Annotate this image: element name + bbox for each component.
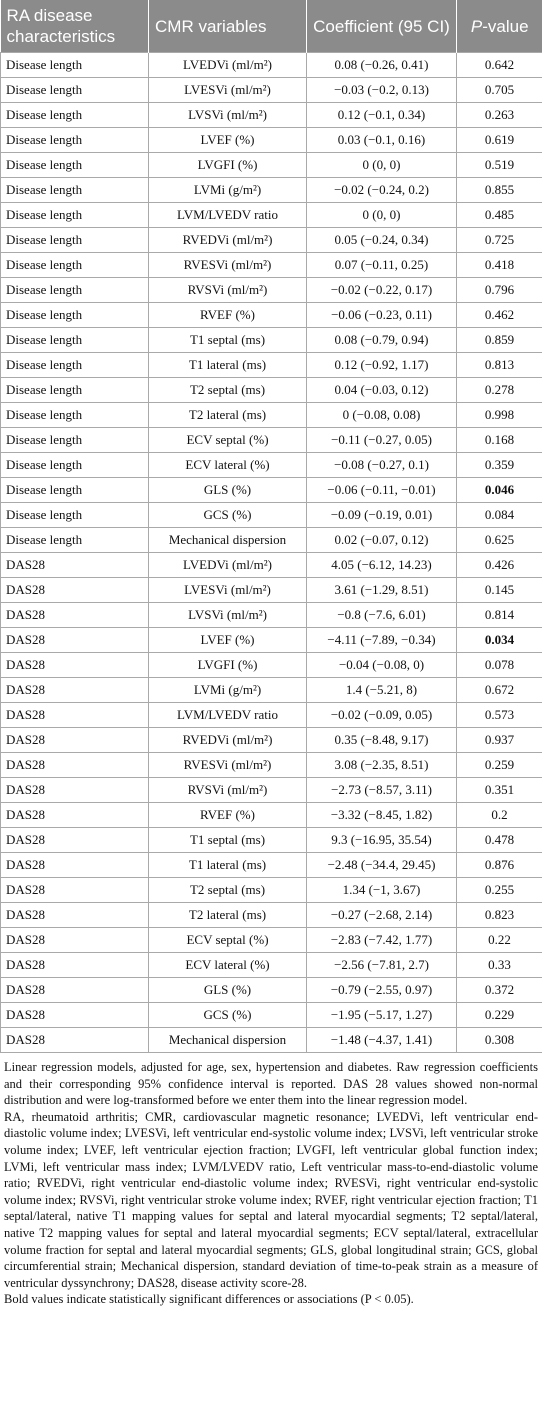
cell-p-value: 0.33 — [457, 953, 542, 978]
cell-cmr-variable: T1 lateral (ms) — [149, 853, 307, 878]
cell-coefficient: −2.56 (−7.81, 2.7) — [307, 953, 457, 978]
cell-coefficient: −0.11 (−0.27, 0.05) — [307, 428, 457, 453]
cell-p-value: 0.672 — [457, 678, 542, 703]
table-row — [1, 628, 542, 653]
cell-p-value: 0.359 — [457, 453, 542, 478]
cell-cmr-variable: LVEDVi (ml/m²) — [149, 553, 307, 578]
cell-characteristic: Disease length — [1, 178, 149, 203]
cell-cmr-variable: LVSVi (ml/m²) — [149, 603, 307, 628]
cell-characteristic: DAS28 — [1, 803, 149, 828]
cell-cmr-variable: LVMi (g/m²) — [149, 178, 307, 203]
cell-coefficient: 1.4 (−5.21, 8) — [307, 678, 457, 703]
cell-cmr-variable: GLS (%) — [149, 978, 307, 1003]
table-row — [1, 453, 542, 478]
table-row — [1, 853, 542, 878]
cell-p-value: 0.642 — [457, 53, 542, 78]
cell-coefficient: −0.08 (−0.27, 0.1) — [307, 453, 457, 478]
cell-p-value: 0.619 — [457, 128, 542, 153]
cell-characteristic: Disease length — [1, 253, 149, 278]
cell-coefficient: −2.48 (−34.4, 29.45) — [307, 853, 457, 878]
cell-coefficient: 0 (0, 0) — [307, 153, 457, 178]
cell-coefficient: 1.34 (−1, 3.67) — [307, 878, 457, 903]
cell-cmr-variable: RVEDVi (ml/m²) — [149, 228, 307, 253]
cell-p-value: 0.485 — [457, 203, 542, 228]
table-body — [1, 53, 542, 1053]
cell-coefficient: −0.09 (−0.19, 0.01) — [307, 503, 457, 528]
cell-p-value: 0.278 — [457, 378, 542, 403]
cell-cmr-variable: T1 lateral (ms) — [149, 353, 307, 378]
cell-characteristic: Disease length — [1, 503, 149, 528]
cell-p-value: 0.034 — [457, 628, 542, 653]
cell-coefficient: −2.83 (−7.42, 1.77) — [307, 928, 457, 953]
header-cmr-variables: CMR variables — [149, 0, 307, 53]
table-row — [1, 153, 542, 178]
header-row — [1, 0, 542, 53]
cell-p-value: 0.796 — [457, 278, 542, 303]
cell-characteristic: DAS28 — [1, 653, 149, 678]
cell-characteristic: DAS28 — [1, 553, 149, 578]
cell-characteristic: Disease length — [1, 353, 149, 378]
cell-p-value: 0.705 — [457, 78, 542, 103]
cell-cmr-variable: LVGFI (%) — [149, 653, 307, 678]
cell-characteristic: Disease length — [1, 78, 149, 103]
cell-cmr-variable: LVEF (%) — [149, 128, 307, 153]
cell-cmr-variable: GLS (%) — [149, 478, 307, 503]
table-row — [1, 803, 542, 828]
table-row — [1, 528, 542, 553]
header-p-value: P-value — [457, 0, 542, 53]
cell-characteristic: Disease length — [1, 428, 149, 453]
cell-characteristic: Disease length — [1, 53, 149, 78]
cell-cmr-variable: T2 lateral (ms) — [149, 903, 307, 928]
cell-characteristic: DAS28 — [1, 903, 149, 928]
table-row — [1, 903, 542, 928]
cell-p-value: 0.519 — [457, 153, 542, 178]
cell-characteristic: DAS28 — [1, 1028, 149, 1053]
cell-p-value: 0.308 — [457, 1028, 542, 1053]
cell-characteristic: DAS28 — [1, 678, 149, 703]
cell-p-value: 0.084 — [457, 503, 542, 528]
cell-p-value: 0.937 — [457, 728, 542, 753]
table-row — [1, 603, 542, 628]
cell-characteristic: Disease length — [1, 328, 149, 353]
cell-p-value: 0.478 — [457, 828, 542, 853]
cell-characteristic: DAS28 — [1, 728, 149, 753]
cell-characteristic: Disease length — [1, 403, 149, 428]
table-row — [1, 253, 542, 278]
cell-cmr-variable: Mechanical dispersion — [149, 528, 307, 553]
table-row — [1, 953, 542, 978]
cell-cmr-variable: RVESVi (ml/m²) — [149, 753, 307, 778]
header-ra-disease-characteristics: RA disease characteristics — [1, 0, 149, 53]
cell-cmr-variable: LVEDVi (ml/m²) — [149, 53, 307, 78]
table-row — [1, 1028, 542, 1053]
cell-cmr-variable: T2 septal (ms) — [149, 378, 307, 403]
cell-coefficient: 0.07 (−0.11, 0.25) — [307, 253, 457, 278]
cell-coefficient: 0 (−0.08, 0.08) — [307, 403, 457, 428]
cell-characteristic: Disease length — [1, 103, 149, 128]
table-row — [1, 978, 542, 1003]
footnote-bold: Bold values indicate statistically significant differences or associations (P < 0.05). — [4, 1292, 414, 1307]
cell-characteristic: DAS28 — [1, 778, 149, 803]
cell-characteristic: Disease length — [1, 153, 149, 178]
table-row — [1, 828, 542, 853]
cell-cmr-variable: LVESVi (ml/m²) — [149, 78, 307, 103]
cell-cmr-variable: RVSVi (ml/m²) — [149, 278, 307, 303]
cell-characteristic: DAS28 — [1, 603, 149, 628]
cell-characteristic: Disease length — [1, 303, 149, 328]
cell-coefficient: 0.35 (−8.48, 9.17) — [307, 728, 457, 753]
cell-cmr-variable: GCS (%) — [149, 1003, 307, 1028]
table-row — [1, 403, 542, 428]
cell-coefficient: 9.3 (−16.95, 35.54) — [307, 828, 457, 853]
cell-coefficient: −4.11 (−7.89, −0.34) — [307, 628, 457, 653]
table-row — [1, 203, 542, 228]
table-row — [1, 328, 542, 353]
table-row — [1, 103, 542, 128]
cell-cmr-variable: ECV lateral (%) — [149, 953, 307, 978]
cell-characteristic: DAS28 — [1, 928, 149, 953]
cell-p-value: 0.078 — [457, 653, 542, 678]
cell-p-value: 0.462 — [457, 303, 542, 328]
cell-p-value: 0.229 — [457, 1003, 542, 1028]
cell-coefficient: 3.08 (−2.35, 8.51) — [307, 753, 457, 778]
cell-cmr-variable: T1 septal (ms) — [149, 328, 307, 353]
cell-p-value: 0.372 — [457, 978, 542, 1003]
cell-p-value: 0.823 — [457, 903, 542, 928]
cell-characteristic: DAS28 — [1, 753, 149, 778]
cell-coefficient: −0.02 (−0.24, 0.2) — [307, 178, 457, 203]
cell-p-value: 0.876 — [457, 853, 542, 878]
cell-characteristic: DAS28 — [1, 853, 149, 878]
cell-characteristic: Disease length — [1, 378, 149, 403]
table-row — [1, 928, 542, 953]
table-header — [1, 0, 542, 53]
table-row — [1, 228, 542, 253]
cell-coefficient: −3.32 (−8.45, 1.82) — [307, 803, 457, 828]
cell-cmr-variable: RVEDVi (ml/m²) — [149, 728, 307, 753]
table-row — [1, 353, 542, 378]
table-row — [1, 503, 542, 528]
cell-coefficient: 0.08 (−0.26, 0.41) — [307, 53, 457, 78]
cell-p-value: 0.168 — [457, 428, 542, 453]
table-row — [1, 128, 542, 153]
table-row — [1, 653, 542, 678]
cell-characteristic: Disease length — [1, 128, 149, 153]
cell-p-value: 0.573 — [457, 703, 542, 728]
cell-characteristic: Disease length — [1, 478, 149, 503]
table-row — [1, 728, 542, 753]
cell-coefficient: −1.48 (−4.37, 1.41) — [307, 1028, 457, 1053]
cell-coefficient: −0.02 (−0.09, 0.05) — [307, 703, 457, 728]
cell-cmr-variable: RVEF (%) — [149, 303, 307, 328]
cell-p-value: 0.859 — [457, 328, 542, 353]
cell-cmr-variable: LVESVi (ml/m²) — [149, 578, 307, 603]
cell-coefficient: 0.02 (−0.07, 0.12) — [307, 528, 457, 553]
cell-cmr-variable: ECV septal (%) — [149, 928, 307, 953]
cell-coefficient: −0.06 (−0.23, 0.11) — [307, 303, 457, 328]
footnote-model: Linear regression models, adjusted for age, sex, hypertension and diabetes. Raw regression coefficients and their corresponding 95% confidence interval is reported. DAS 28 values showed non-normal distribution and were log-transformed before we enter them into the linear regression model. — [4, 1060, 538, 1108]
table-row — [1, 678, 542, 703]
cell-coefficient: 0.03 (−0.1, 0.16) — [307, 128, 457, 153]
cell-p-value: 0.813 — [457, 353, 542, 378]
cell-cmr-variable: LVEF (%) — [149, 628, 307, 653]
cell-p-value: 0.418 — [457, 253, 542, 278]
cell-p-value: 0.855 — [457, 178, 542, 203]
cell-cmr-variable: RVESVi (ml/m²) — [149, 253, 307, 278]
cell-cmr-variable: ECV septal (%) — [149, 428, 307, 453]
cell-coefficient: −0.02 (−0.22, 0.17) — [307, 278, 457, 303]
table-row — [1, 478, 542, 503]
cell-coefficient: 3.61 (−1.29, 8.51) — [307, 578, 457, 603]
cell-cmr-variable: LVSVi (ml/m²) — [149, 103, 307, 128]
cell-cmr-variable: LVM/LVEDV ratio — [149, 703, 307, 728]
table-row — [1, 53, 542, 78]
cell-coefficient: 0.04 (−0.03, 0.12) — [307, 378, 457, 403]
cell-cmr-variable: T1 septal (ms) — [149, 828, 307, 853]
table-row — [1, 78, 542, 103]
cell-coefficient: 0.12 (−0.1, 0.34) — [307, 103, 457, 128]
cell-cmr-variable: RVSVi (ml/m²) — [149, 778, 307, 803]
cell-coefficient: −0.06 (−0.11, −0.01) — [307, 478, 457, 503]
cell-coefficient: 0.12 (−0.92, 1.17) — [307, 353, 457, 378]
cell-characteristic: Disease length — [1, 278, 149, 303]
cell-characteristic: DAS28 — [1, 703, 149, 728]
cell-cmr-variable: ECV lateral (%) — [149, 453, 307, 478]
cell-coefficient: −0.79 (−2.55, 0.97) — [307, 978, 457, 1003]
cell-characteristic: DAS28 — [1, 628, 149, 653]
cell-p-value: 0.22 — [457, 928, 542, 953]
cell-characteristic: DAS28 — [1, 978, 149, 1003]
cell-coefficient: 0.08 (−0.79, 0.94) — [307, 328, 457, 353]
cell-cmr-variable: GCS (%) — [149, 503, 307, 528]
cell-p-value: 0.998 — [457, 403, 542, 428]
cell-characteristic: Disease length — [1, 228, 149, 253]
cell-p-value: 0.625 — [457, 528, 542, 553]
table-row — [1, 378, 542, 403]
header-coefficient: Coefficient (95 CI) — [307, 0, 457, 53]
cell-cmr-variable: T2 lateral (ms) — [149, 403, 307, 428]
cell-cmr-variable: RVEF (%) — [149, 803, 307, 828]
table-row — [1, 753, 542, 778]
cell-p-value: 0.814 — [457, 603, 542, 628]
cell-cmr-variable: LVGFI (%) — [149, 153, 307, 178]
cell-characteristic: DAS28 — [1, 828, 149, 853]
cell-characteristic: DAS28 — [1, 1003, 149, 1028]
cell-p-value: 0.259 — [457, 753, 542, 778]
table-row — [1, 778, 542, 803]
cell-p-value: 0.046 — [457, 478, 542, 503]
cell-characteristic: DAS28 — [1, 953, 149, 978]
cell-coefficient: −0.27 (−2.68, 2.14) — [307, 903, 457, 928]
cell-characteristic: DAS28 — [1, 878, 149, 903]
cell-p-value: 0.426 — [457, 553, 542, 578]
cell-cmr-variable: LVMi (g/m²) — [149, 678, 307, 703]
cell-p-value: 0.263 — [457, 103, 542, 128]
table-row — [1, 1003, 542, 1028]
cell-cmr-variable: Mechanical dispersion — [149, 1028, 307, 1053]
table-footnotes — [0, 1053, 542, 1308]
table-row — [1, 878, 542, 903]
cell-p-value: 0.255 — [457, 878, 542, 903]
table-row — [1, 428, 542, 453]
cell-p-value: 0.2 — [457, 803, 542, 828]
cell-coefficient: 0 (0, 0) — [307, 203, 457, 228]
cell-p-value: 0.351 — [457, 778, 542, 803]
cell-coefficient: −2.73 (−8.57, 3.11) — [307, 778, 457, 803]
cell-characteristic: DAS28 — [1, 578, 149, 603]
cell-cmr-variable: LVM/LVEDV ratio — [149, 203, 307, 228]
table-row — [1, 578, 542, 603]
cell-characteristic: Disease length — [1, 203, 149, 228]
cell-coefficient: 4.05 (−6.12, 14.23) — [307, 553, 457, 578]
cell-p-value: 0.725 — [457, 228, 542, 253]
table-row — [1, 278, 542, 303]
header-p-italic: P — [470, 16, 483, 36]
table-row — [1, 553, 542, 578]
cell-characteristic: Disease length — [1, 453, 149, 478]
footnote-abbreviations: RA, rheumatoid arthritis; CMR, cardiovascular magnetic resonance; LVEDVi, left ventricular end-diastolic volume index; LVESVi, left ventricular end-systolic volume index; LVSVi, left ventricular stroke volume index; LVEF, left ventricular ejection fraction; LVGFI, left ventricular global function index; LVMi, left ventricular mass index; LVM/LVEDV ratio, Left ventricular mass-to-end-diastolic volume ratio; RVEDVi, right ventricular end-diastolic volume index; RVESVi, right ventricular end-systolic volume index; RVSVi, right ventricular stroke volume index; RVEF, right ventricular ejection fraction; T1 septal/lateral, native T1 mapping values for septal and lateral myocardial segments; T2 septal/lateral, native T2 mapping values for septal and lateral myocardial segments; ECV septal/lateral, extracellular volume fraction for septal and lateral myocardial segments; GLS, global longitudinal strain; GCS, global circumferential strain; Mechanical dispersion, standard deviation of time-to-peak strain as a measure of ventricular dyssynchrony; DAS28, disease activity score-28. — [4, 1109, 538, 1290]
cell-cmr-variable: T2 septal (ms) — [149, 878, 307, 903]
cell-coefficient: 0.05 (−0.24, 0.34) — [307, 228, 457, 253]
cell-coefficient: −1.95 (−5.17, 1.27) — [307, 1003, 457, 1028]
table-row — [1, 703, 542, 728]
table-row — [1, 178, 542, 203]
cell-coefficient: −0.03 (−0.2, 0.13) — [307, 78, 457, 103]
table-row — [1, 303, 542, 328]
cell-characteristic: Disease length — [1, 528, 149, 553]
cell-coefficient: −0.04 (−0.08, 0) — [307, 653, 457, 678]
cell-p-value: 0.145 — [457, 578, 542, 603]
cell-coefficient: −0.8 (−7.6, 6.01) — [307, 603, 457, 628]
